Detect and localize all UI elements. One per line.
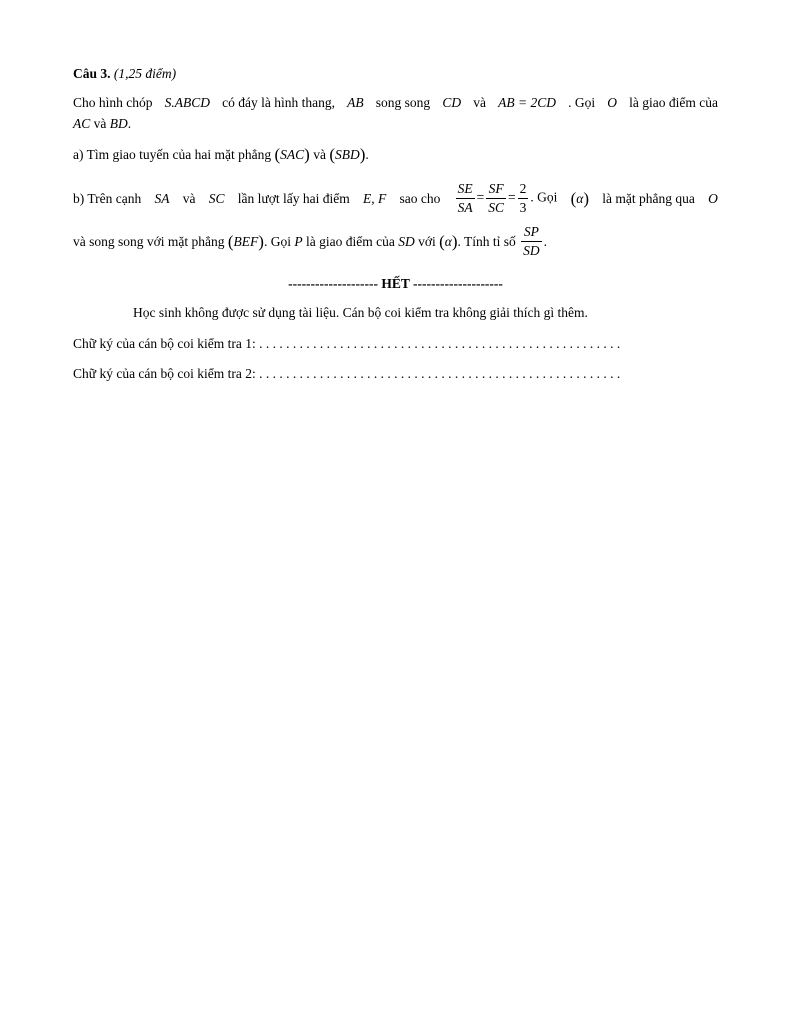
math: P <box>294 233 303 249</box>
text: là giao điểm của <box>629 95 718 110</box>
text: Cho hình chóp <box>73 95 153 110</box>
text: và <box>182 190 196 206</box>
math: E, F <box>362 190 387 206</box>
question-label: Câu 3. <box>73 66 111 81</box>
math: SD <box>398 233 415 249</box>
math: α <box>576 190 584 206</box>
fraction: $\frac{SE}{SA}$ <box>457 181 473 215</box>
text: và <box>473 95 486 110</box>
signature-line-1: Chữ ký của cán bộ coi kiểm tra 1: . . . . . . . . . . . . . . . . . . . . . . . . . . . . . . . . . . . . . . . . . . . . . . . . . . . . . . <box>73 336 621 351</box>
fraction: $\frac{SF}{SC}$ <box>488 181 504 215</box>
signature-line-2: Chữ ký của cán bộ coi kiểm tra 2: . . . . . . . . . . . . . . . . . . . . . . . . . . . . . . . . . . . . . . . . . . . . . . . . . . . . . . <box>73 366 621 381</box>
text: . Gọi <box>568 95 596 110</box>
part-b-line-2: và song song với mặt phẳng ( BEF ) . Gọi P là giao điểm của SD với ( α ) . Tính tỉ số $\frac{SP}{SD}$ . <box>73 224 548 258</box>
math: SA <box>154 190 170 206</box>
ratio-equation: $\frac{SE}{SA}$ = $\frac{SF}{SC}$ = $\frac{2}{3}$ . Gọi <box>457 181 558 215</box>
question-points: (1,25 điểm) <box>113 66 177 81</box>
math: S.ABCD <box>164 95 211 110</box>
text: lần lượt lấy hai điểm <box>237 190 350 206</box>
math: O <box>607 95 618 110</box>
question-header <box>73 66 176 82</box>
question-text-line-2 <box>73 116 131 132</box>
text: là mặt phẳng qua <box>602 190 695 206</box>
text: có đáy là hình thang, <box>222 95 336 110</box>
math: AB <box>347 95 364 110</box>
fraction: $\frac{SP}{SD}$ <box>523 224 540 258</box>
fraction: $\frac{2}{3}$ <box>519 181 527 215</box>
text: với <box>418 233 436 249</box>
text: và song song với mặt phẳng <box>73 233 225 249</box>
part-a: a) Tìm giao tuyến của hai mặt phẳng (SAC) và (SBD). <box>73 145 369 164</box>
math: BD <box>109 116 128 131</box>
text: và <box>93 116 107 131</box>
math-plane: SAC <box>280 147 305 162</box>
math: SC <box>208 190 225 206</box>
text: là giao điểm của <box>305 233 395 249</box>
math: O <box>708 190 718 206</box>
text: . Tính tỉ số <box>457 233 516 249</box>
part-b-line-1: b) Trên cạnh SA và SC lần lượt lấy hai điểm E, F sao cho $\frac{SE}{SA}$ = $\frac{SF}{SC}$ = $\frac{2}{3}$ . Gọi (α) là mặt phẳng qua O <box>73 181 718 215</box>
math-plane: BEF <box>233 233 259 249</box>
math: CD <box>442 95 462 110</box>
text: song song <box>375 95 431 110</box>
text: . Gọi <box>263 233 291 249</box>
exam-note: Học sinh không được sử dụng tài liệu. Cán bộ coi kiểm tra không giải thích gì thêm. <box>133 305 588 320</box>
math-plane: SBD <box>334 147 360 162</box>
end-marker: -------------------- HẾT -------------------- <box>288 276 503 291</box>
math-equation: AB = 2CD <box>498 95 556 110</box>
question-text-line-1 <box>73 95 718 111</box>
text: và <box>313 147 326 162</box>
text: b) Trên cạnh <box>73 190 142 206</box>
text: sao cho <box>399 190 441 206</box>
math: α <box>444 233 452 249</box>
text: . <box>127 116 132 131</box>
math: AC <box>73 116 91 131</box>
text: a) Tìm giao tuyến của hai mặt phẳng <box>73 147 272 162</box>
text: . <box>365 147 369 162</box>
